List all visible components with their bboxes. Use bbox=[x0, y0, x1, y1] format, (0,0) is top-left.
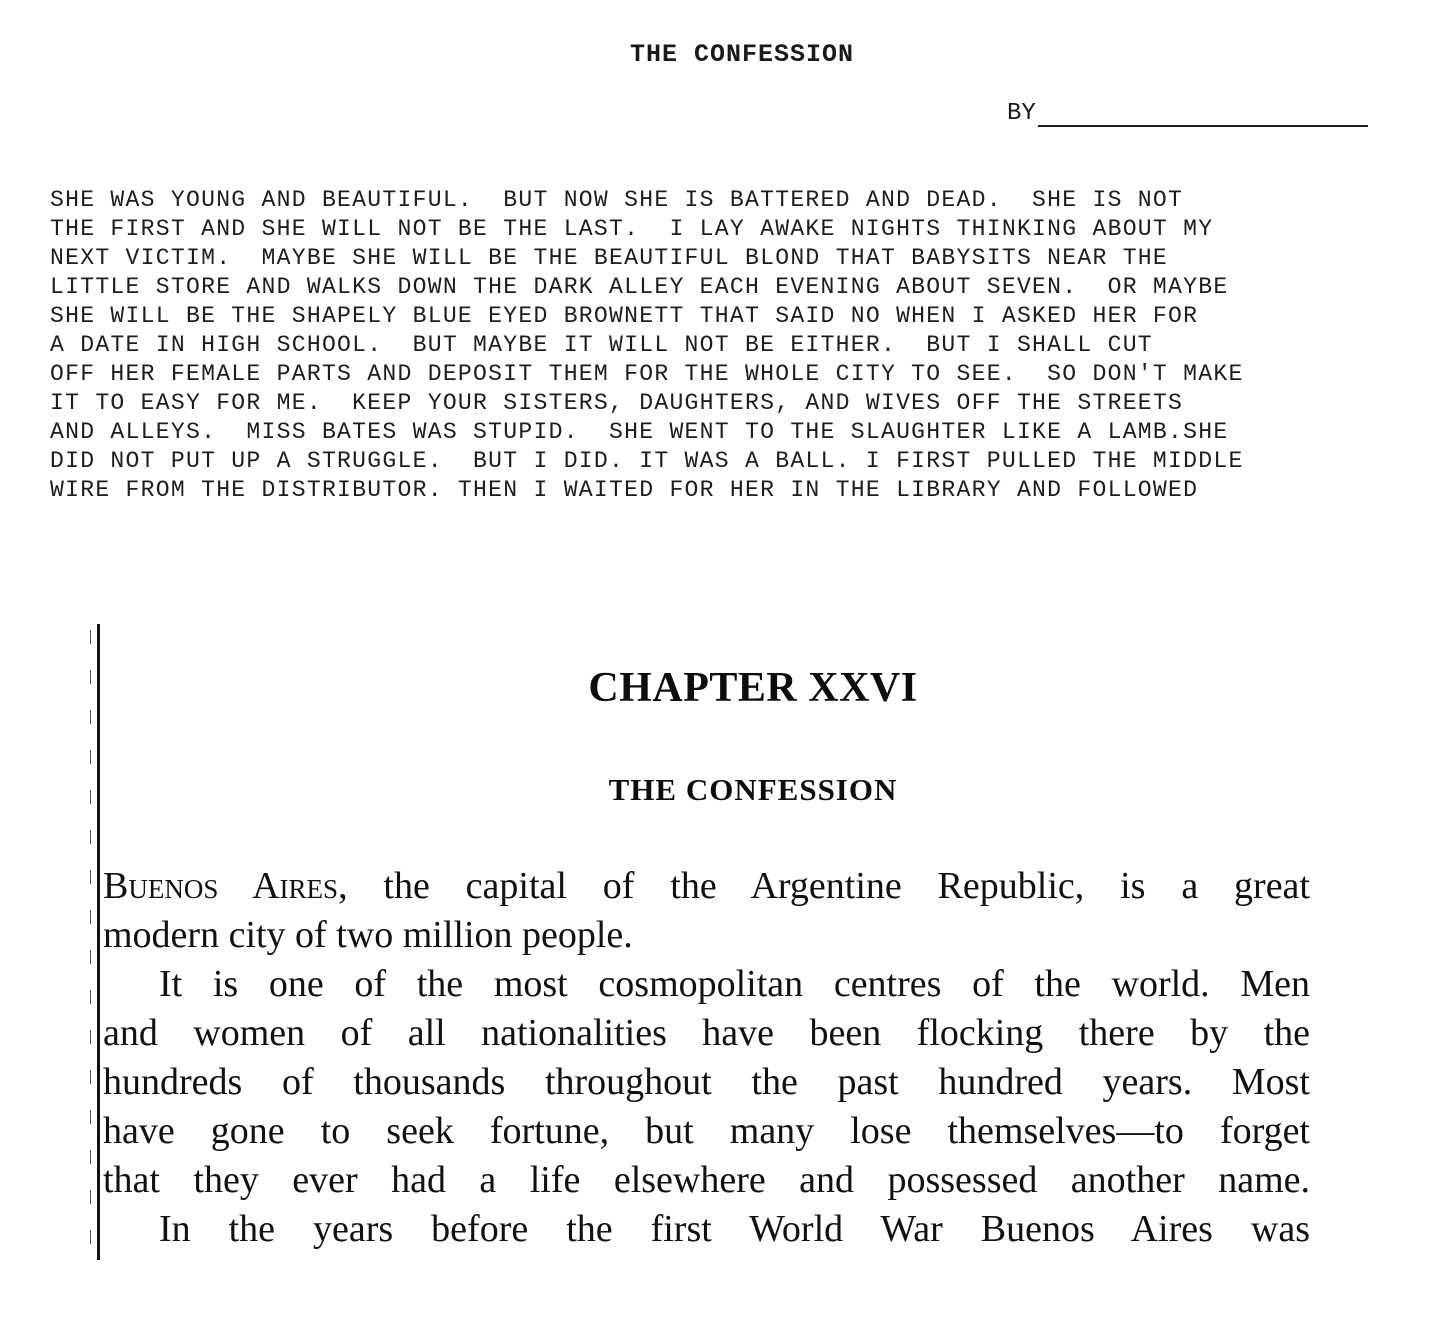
opening-small-caps: Buenos Aires bbox=[103, 865, 339, 907]
typed-line: LITTLE STORE AND WALKS DOWN THE DARK ALLEY EACH EVENING ABOUT SEVEN. OR MAYBE bbox=[50, 274, 1229, 300]
chapter-title: THE CONFESSION bbox=[608, 772, 898, 807]
typed-line: SHE WAS YOUNG AND BEAUTIFUL. BUT NOW SHE IS BATTERED AND DEAD. SHE IS NOT bbox=[50, 187, 1184, 213]
book-page-panel bbox=[0, 600, 1456, 1321]
book-line: modern city of two million people. bbox=[103, 914, 633, 956]
signature-blank-line bbox=[1038, 101, 1368, 127]
typed-line: SHE WILL BE THE SHAPELY BLUE EYED BROWNETT THAT SAID NO WHEN I ASKED HER FOR bbox=[50, 303, 1199, 329]
book-line: and women of all nationalities have been flocking there by the bbox=[103, 1012, 1310, 1054]
typed-body bbox=[50, 186, 1244, 505]
page-gutter-rule bbox=[97, 624, 100, 1260]
book-line-text: , the capital of the Argentine Republic, is a great bbox=[338, 865, 1310, 907]
book-body-text bbox=[103, 862, 1310, 1254]
typed-byline bbox=[1007, 100, 1368, 127]
typed-line: NEXT VICTIM. MAYBE SHE WILL BE THE BEAUTIFUL BLOND THAT BABYSITS NEAR THE bbox=[50, 245, 1169, 271]
book-line: that they ever had a life elsewhere and possessed another name. bbox=[103, 1159, 1310, 1201]
typed-line: IT TO EASY FOR ME. KEEP YOUR SISTERS, DAUGHTERS, AND WIVES OFF THE STREETS bbox=[50, 390, 1184, 416]
book-line: It is one of the most cosmopolitan centres of the world. Men bbox=[159, 963, 1310, 1005]
book-line: hundreds of thousands throughout the past hundred years. Most bbox=[103, 1061, 1310, 1103]
book-line bbox=[103, 862, 1310, 911]
typed-line: AND ALLEYS. MISS BATES WAS STUPID. SHE WENT TO THE SLAUGHTER LIKE A LAMB.SHE bbox=[50, 419, 1229, 445]
typed-line: WIRE FROM THE DISTRIBUTOR. THEN I WAITED FOR HER IN THE LIBRARY AND FOLLOWED bbox=[50, 477, 1199, 503]
typed-line: THE FIRST AND SHE WILL NOT BE THE LAST. I LAY AWAKE NIGHTS THINKING ABOUT MY bbox=[50, 216, 1214, 242]
book-line: have gone to seek fortune, but many lose themselves—to forget bbox=[103, 1110, 1310, 1152]
by-label: BY bbox=[1007, 100, 1036, 127]
typed-line: A DATE IN HIGH SCHOOL. BUT MAYBE IT WILL NOT BE EITHER. BUT I SHALL CUT bbox=[50, 332, 1153, 358]
typed-line: OFF HER FEMALE PARTS AND DEPOSIT THEM FOR THE WHOLE CITY TO SEE. SO DON'T MAKE bbox=[50, 361, 1244, 387]
typed-confession-panel bbox=[0, 0, 1456, 520]
chapter-heading: CHAPTER XXVI bbox=[588, 665, 918, 711]
page-gutter-shadow bbox=[90, 630, 91, 1250]
typed-line: DID NOT PUT UP A STRUGGLE. BUT I DID. IT WAS A BALL. I FIRST PULLED THE MIDDLE bbox=[50, 448, 1244, 474]
book-line: In the years before the first World War Buenos Aires was bbox=[159, 1208, 1310, 1250]
typed-title: THE CONFESSION bbox=[629, 40, 855, 69]
